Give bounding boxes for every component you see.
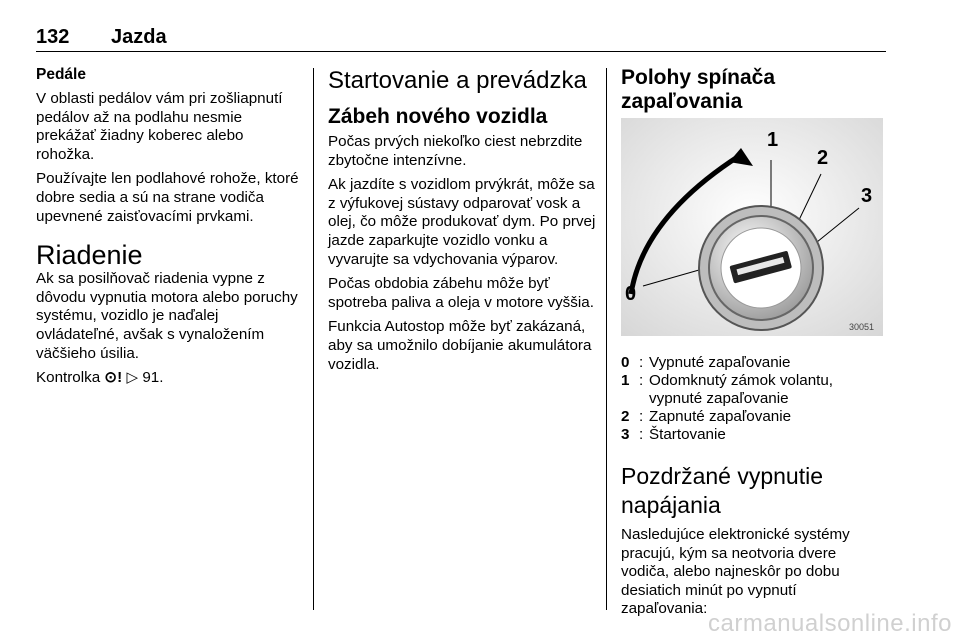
ignition-switch-diagram xyxy=(621,118,883,336)
zabeh-paragraph-4: Funkcia Autostop môže byť zakázaná, aby sa umožnilo dobíjanie akumulátora vozidla. xyxy=(328,318,592,373)
page-header xyxy=(36,26,886,50)
column-3 xyxy=(621,66,887,625)
page-reference[interactable]: 91. xyxy=(142,369,164,387)
legend-key: 3 xyxy=(621,426,630,443)
column-divider-1 xyxy=(313,68,314,610)
legend-text: Štartovanie xyxy=(649,426,726,443)
figure-label-2: 2 xyxy=(817,147,829,169)
kontrolka-line xyxy=(36,369,304,388)
header-rule xyxy=(36,51,886,52)
pedale-paragraph-2: Používajte len podlahové rohože, ktoré dobre sedia a sú na strane vodiča upevnené zaisťovacími prvkami. xyxy=(36,170,299,225)
ignition-legend xyxy=(621,354,887,444)
riadenie-heading: Riadenie xyxy=(36,240,143,271)
zabeh-paragraph-1: Počas prvých niekoľko ciest nebrzdite zbytočne intenzívne. xyxy=(328,133,583,169)
legend-text: Zapnuté zapaľovanie xyxy=(649,408,792,425)
pozdrzane-paragraph-1: Nasledujúce elektronické systémy pracujú, kým sa neotvoria dvere vodiča, alebo najneskôr po dobu desiatich minút po vypnutí zapaľovania: xyxy=(621,526,850,618)
legend-colon: : xyxy=(639,426,644,443)
legend-colon: : xyxy=(639,408,644,425)
zabeh-paragraph-3: Počas obdobia zábehu môže byť spotreba paliva a oleja v motore vyššia. xyxy=(328,275,594,311)
figure-id: 30051 xyxy=(849,322,875,332)
figure-label-0: 0 xyxy=(625,283,637,305)
column-divider-2 xyxy=(606,68,607,610)
legend-text: Vypnuté zapaľovanie xyxy=(649,354,791,371)
zabeh-paragraph-2: Ak jazdíte s vozidlom prvýkrát, môže sa z výfukovej sústavy odparovať vosk a olej, čo môže produkovať dym. Po prvej jazde zaparkujte vozidlo vonku a vyvarujte sa vdychovania výparov. xyxy=(328,176,596,268)
legend-text: Odomknutý zámok volantu, vypnuté zapaľovanie xyxy=(649,372,834,407)
pedale-paragraph-1: V oblasti pedálov vám pri zošliapnutí pedálov až na podlahu nesmie prekážať žiadny koberec alebo rohožka. xyxy=(36,90,283,163)
column-1 xyxy=(36,66,304,394)
legend-item xyxy=(621,408,887,426)
chapter-title: Jazda xyxy=(111,26,167,48)
legend-item xyxy=(621,372,887,408)
column-2 xyxy=(328,66,596,380)
legend-item xyxy=(621,354,887,372)
riadenie-paragraph-1: Ak sa posilňovač riadenia vypne z dôvodu vypnutia motora alebo poruchy systému, vozidlo je naďalej ovládateľné, avšak s vynaložením väčšieho úsilia. xyxy=(36,270,298,362)
pozdrzane-heading: Pozdržané vypnutie napájania xyxy=(621,463,824,518)
legend-key: 0 xyxy=(621,354,630,371)
legend-key: 1 xyxy=(621,372,630,389)
pedale-heading: Pedále xyxy=(36,66,86,83)
figure-label-3: 3 xyxy=(861,185,873,207)
watermark: carmanualsonline.info xyxy=(708,610,952,637)
ignition-figure xyxy=(621,118,883,336)
zabeh-heading: Zábeh nového vozidla xyxy=(328,105,548,128)
figure-label-1: 1 xyxy=(767,129,779,151)
legend-item xyxy=(621,426,887,444)
page-number: 132 xyxy=(36,26,70,48)
kontrolka-text: Kontrolka xyxy=(36,369,101,387)
ignition-heading: Polohy spínača zapaľovania xyxy=(621,66,776,113)
startovanie-heading: Startovanie a prevádzka xyxy=(328,67,587,94)
steering-warning-icon: ⊙! xyxy=(104,369,123,387)
legend-colon: : xyxy=(639,354,644,371)
legend-colon: : xyxy=(639,372,644,389)
legend-key: 2 xyxy=(621,408,630,425)
page-reference-arrow-icon: ▷ xyxy=(126,369,139,387)
